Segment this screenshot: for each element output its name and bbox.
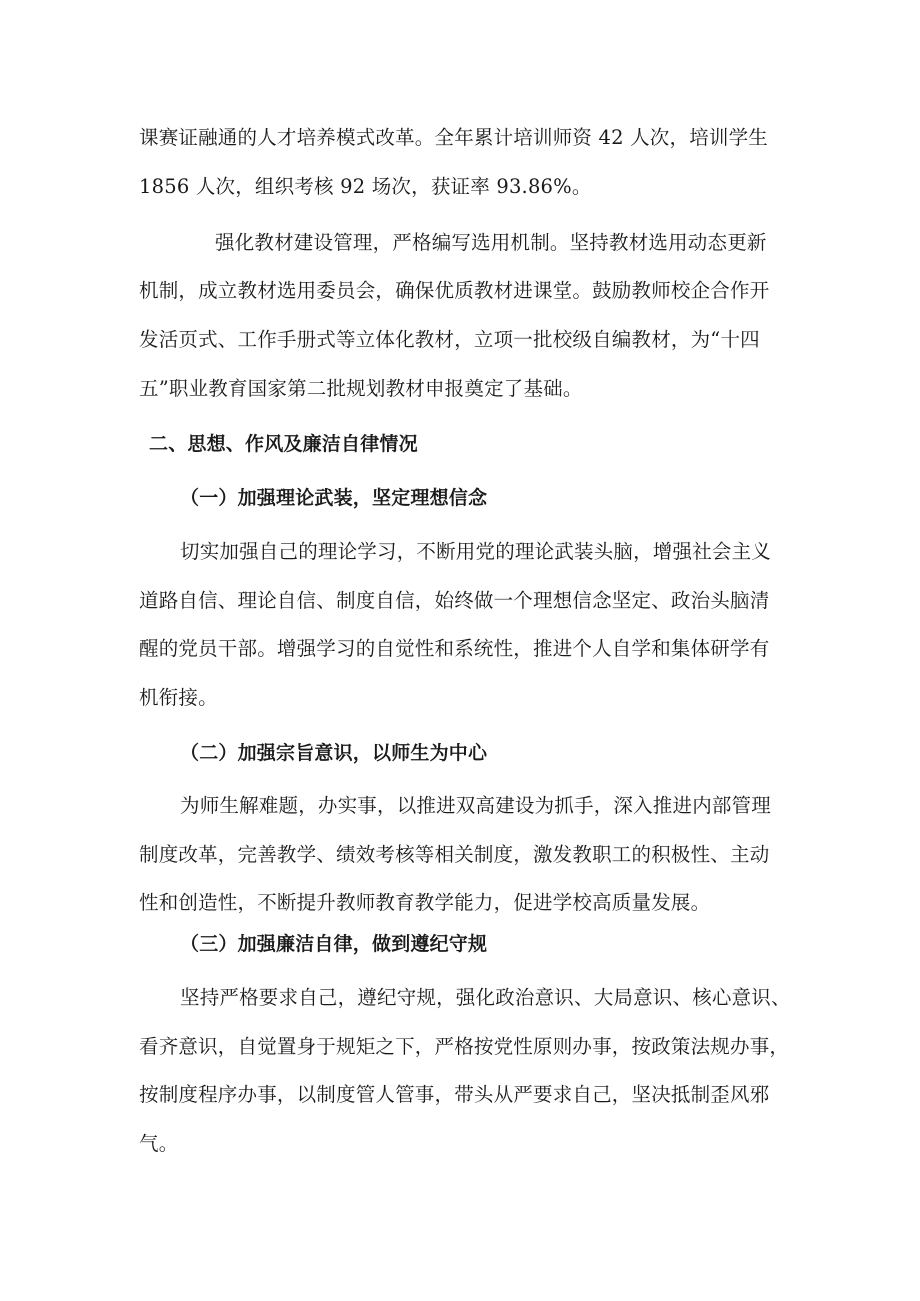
paragraph-line: 性和创造性，不断提升教师教育教学能力，促进学校高质量发展。 [139,891,711,914]
section-heading: 二、思想、作风及廉洁自律情况 [149,433,418,455]
paragraph-line: 道路自信、理论自信、制度自信，始终做一个理想信念坚定、政治头脑清 [139,589,770,612]
paragraph-line: 五”职业教育国家第二批规划教材申报奠定了基础。 [139,377,583,400]
paragraph-line: 制度改革，完善教学、绩效考核等相关制度，激发教职工的积极性、主动 [139,843,770,866]
paragraph-line: 发活页式、工作手册式等立体化教材，立项一批校级自编教材，为“十四 [139,328,760,351]
paragraph-line: 为师生解难题，办实事，以推进双高建设为抓手，深入推进内部管理 [180,794,772,817]
paragraph-line: 坚持严格要求自己，遵纪守规，强化政治意识、大局意识、核心意识、 [180,986,791,1009]
subsection-heading: （三）加强廉洁自律，做到遵纪守规 [180,933,488,955]
paragraph-line: 醒的党员干部。增强学习的自觉性和系统性，推进个人自学和集体研学有 [139,637,770,660]
paragraph-line: 按制度程序办事，以制度管人管事，带头从严要求自己，坚决抵制歪风邪 [139,1083,770,1106]
paragraph-line: 气。 [139,1132,179,1155]
subsection-heading: （二）加强宗旨意识，以师生为中心 [180,742,488,764]
paragraph-line: 看齐意识，自觉置身于规矩之下，严格按党性原则办事，按政策法规办事， [139,1035,790,1058]
paragraph-line: 强化教材建设管理，严格编写选用机制。坚持教材选用动态更新 [215,231,767,254]
paragraph-line: 机衔接。 [139,686,218,709]
paragraph-line: 机制，成立教材选用委员会，确保优质教材进课堂。鼓励教师校企合作开 [139,279,770,302]
paragraph-line: 1856 人次，组织考核 92 场次，获证率 93.86%。 [139,175,592,198]
paragraph-line: 课赛证融通的人才培养模式改革。全年累计培训师资 42 人次，培训学生 [139,126,769,149]
paragraph-line: 切实加强自己的理论学习，不断用党的理论武装头脑，增强社会主义 [180,540,772,563]
subsection-heading: （一）加强理论武装，坚定理想信念 [180,487,488,509]
